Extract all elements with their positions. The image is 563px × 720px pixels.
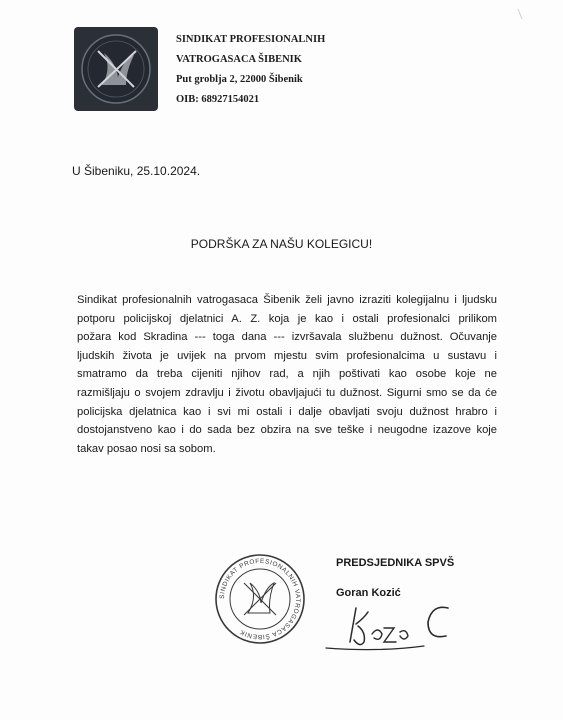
- letter-body: [77, 291, 497, 458]
- corner-mark-icon: [517, 8, 523, 20]
- body-line: ljudskih života je uvijek na prvom mjestu svim profesionalcima u sustavu i: [77, 349, 497, 362]
- letterhead-org-line1: SINDIKAT PROFESIONALNIH: [176, 34, 326, 45]
- union-stamp: [214, 553, 306, 645]
- letterhead-oib: OIB: 68927154021: [176, 94, 260, 105]
- body-line: potporu policijskoj djelatnici A. Z. koja je kao i ostali profesionalci prilikom: [77, 312, 497, 325]
- handwritten-signature: [320, 590, 460, 660]
- union-logo: [74, 27, 158, 111]
- body-line: smatramo da treba cijeniti njihov rad, a njih poštivati kao osobe koje ne: [77, 368, 497, 381]
- body-line: Sindikat profesionalnih vatrogasaca Šibenik želi javno izraziti kolegijalnu i ljudsku: [77, 294, 497, 306]
- letter-title: PODRŠKA ZA NAŠU KOLEGICU!: [190, 237, 373, 251]
- body-line: takav posao nosi sa sobom.: [77, 442, 216, 455]
- signatory-title: PREDSJEDNIKA SPVŠ: [336, 557, 455, 569]
- body-line: dostojanstveno kao i do sada bez obzira na sve teške i neugodne izazove koje: [77, 424, 497, 437]
- stamp-text: SINDIKAT PROFESIONALNIH VATROGASACA ŠIBENIK: [218, 557, 302, 641]
- body-line: razmišljaju o svojem zdravlju i životu obavljajući tu dužnost. Sigurni smo se da će: [77, 386, 497, 399]
- signatory-name: Goran Kozić: [336, 587, 401, 599]
- place-date: U Šibeniku, 25.10.2024.: [72, 164, 201, 178]
- letterhead: [176, 30, 325, 110]
- letterhead-org-line2: VATROGASACA ŠIBENIK: [176, 54, 302, 65]
- body-line: požara kod Skradina --- toga dana --- izvršavala službenu dužnost. Očuvanje: [77, 331, 497, 344]
- body-line: policijska djelatnica kao i svi mi ostali i dalje obavljati svoju dužnost hrabro i: [77, 405, 497, 418]
- letterhead-address: Put groblja 2, 22000 Šibenik: [176, 74, 303, 85]
